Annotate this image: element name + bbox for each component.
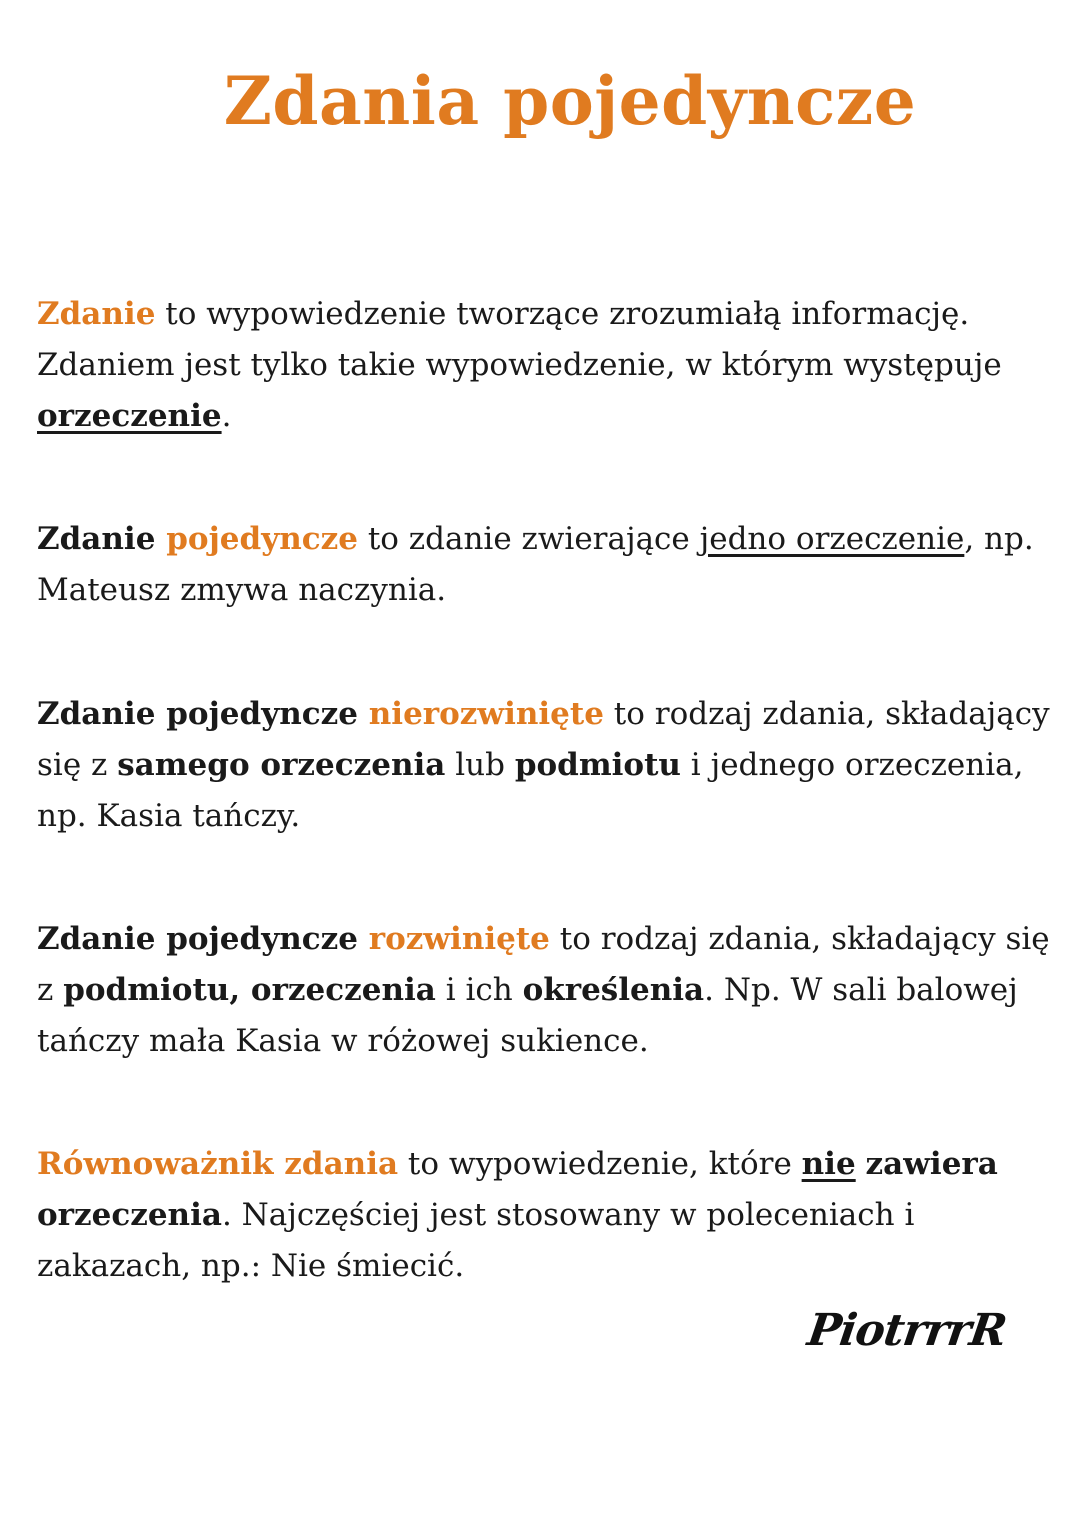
text: to zdanie zwierające [357,521,700,557]
text: . Np. W sali balowej tańczy mała Kasia w różowej sukience. [37,972,1018,1059]
definition-rozwiniete [37,914,1057,1067]
bold-text: Zdanie [37,521,167,557]
bold-text: określenia [522,972,705,1008]
text: i ich [435,972,523,1008]
bold-text: samego orzeczenia [117,747,446,783]
definition-zdanie-pojedyncze [37,514,1057,616]
term-rozwiniete: rozwinięte [368,921,550,957]
definition-rownowaznik [37,1139,1057,1292]
bold-text: Zdanie pojedyncze [37,921,369,957]
definition-zdanie [37,289,1057,442]
bold-text: Zdanie pojedyncze [37,696,369,732]
underlined-text: jedno orzeczenie [699,521,965,557]
text: lub [445,747,515,783]
text: . [221,398,232,434]
text: . Najczęściej jest stosowany w poleceniach i zakazach, np.: Nie śmiecić. [37,1197,915,1284]
text [856,1146,866,1182]
page-title: Zdania pojedyncze [223,62,917,140]
text: to rodzaj zdania, składający się z [37,921,1050,1008]
text: to rodzaj zdania, składający się z [37,696,1050,783]
bold-underlined-text: nie [801,1146,856,1182]
bold-text: podmiotu [514,747,681,783]
bold-text: zawiera orzeczenia [37,1146,998,1233]
text: , np. Mateusz zmywa naczynia. [37,521,1034,608]
term-zdanie: Zdanie [37,296,156,332]
author-signature: PiotrrrR [804,1305,1010,1356]
text: to wypowiedzenie, które [398,1146,802,1182]
text: to wypowiedzenie tworzące zrozumiałą informację. Zdaniem jest tylko takie wypowiedzenie, w którym występuje [37,296,1002,383]
text: i jednego orzeczenia, np. Kasia tańczy. [37,747,1024,834]
term-rownowaznik-zdania: Równoważnik zdania [37,1146,399,1182]
bold-text: podmiotu, orzeczenia [63,972,436,1008]
definition-nierozwiniete [37,689,1057,842]
term-orzeczenie: orzeczenie [37,398,222,434]
term-pojedyncze: pojedyncze [166,521,358,557]
term-nierozwiniete: nierozwinięte [368,696,604,732]
